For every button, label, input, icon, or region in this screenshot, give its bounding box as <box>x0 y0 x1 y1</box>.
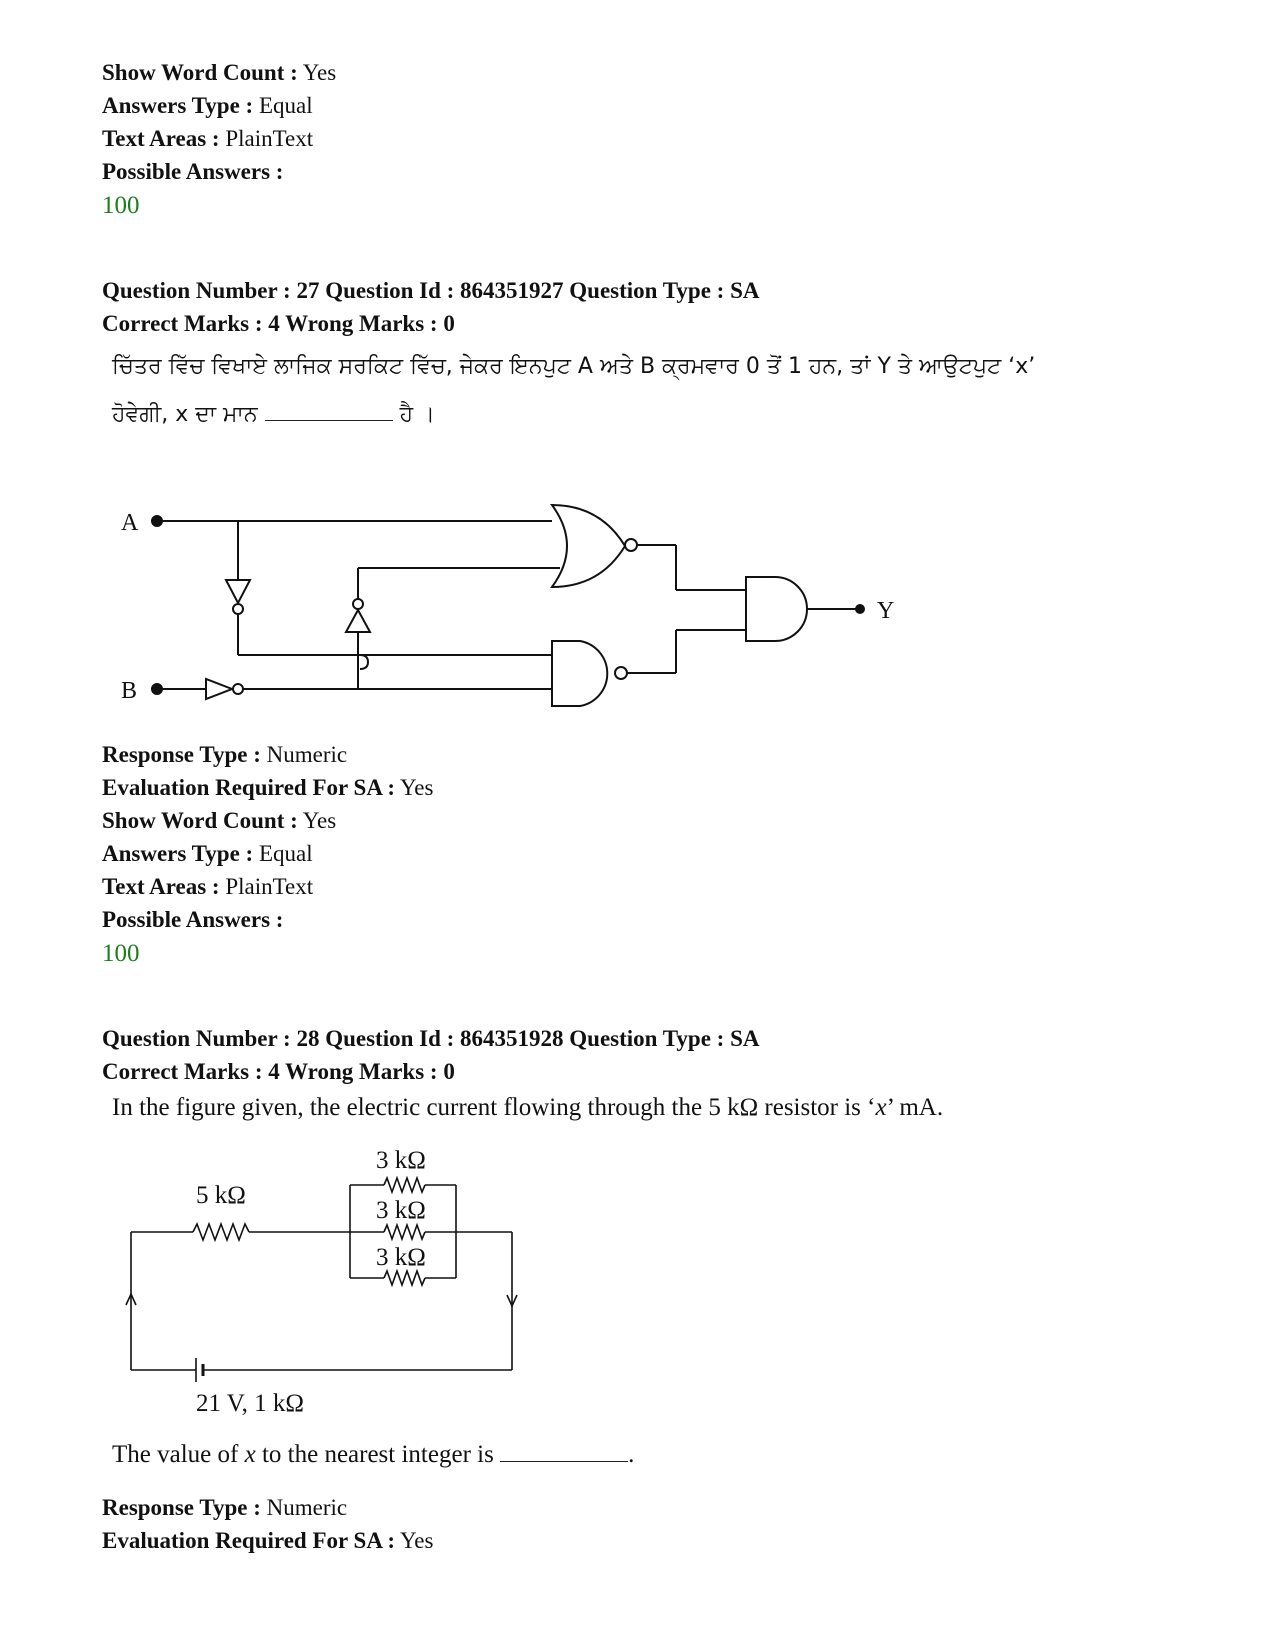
label-r-series: 5 kΩ <box>196 1182 246 1209</box>
label-input-b: B <box>121 678 138 704</box>
q27-field-show-word-count: Show Word Count : Yes <box>102 808 337 833</box>
q27-possible-answer-value: 100 <box>102 940 140 967</box>
q27-field-text-areas: Text Areas : PlainText <box>102 874 314 899</box>
field-show-word-count: Show Word Count : Yes <box>102 60 337 85</box>
q27-field-answers-type: Answers Type : Equal <box>102 841 313 866</box>
label-input-a: A <box>121 510 139 536</box>
possible-answer-value: 100 <box>102 192 140 219</box>
q27-field-possible-answers: Possible Answers : <box>102 907 284 932</box>
q27-text-line2: ਹੋਵੇਗੀ, x ਦਾ ਮਾਨ ਹੈ । <box>112 402 435 427</box>
q28-marks: Correct Marks : 4 Wrong Marks : 0 <box>102 1059 455 1084</box>
q28-text: In the figure given, the electric current flowing through the 5 kΩ resistor is ‘x’ mA. <box>112 1094 944 1121</box>
q27-field-evaluation: Evaluation Required For SA : Yes <box>102 775 434 800</box>
q27-field-response-type: Response Type : Numeric <box>102 742 348 767</box>
q28-field-response-type: Response Type : Numeric <box>102 1495 348 1520</box>
label-r-parallel-3: 3 kΩ <box>376 1244 426 1271</box>
field-possible-answers: Possible Answers : <box>102 159 284 184</box>
label-battery: 21 V, 1 kΩ <box>196 1390 304 1417</box>
q28-header: Question Number : 28 Question Id : 864351928 Question Type : SA <box>102 1026 760 1051</box>
q28-field-evaluation: Evaluation Required For SA : Yes <box>102 1528 434 1553</box>
label-r-parallel-2: 3 kΩ <box>376 1197 426 1224</box>
field-text-areas: Text Areas : PlainText <box>102 126 314 151</box>
label-r-parallel-1: 3 kΩ <box>376 1147 426 1174</box>
q27-text-line1: ਚਿੱਤਰ ਵਿੱਚ ਵਿਖਾਏ ਲਾਜਿਕ ਸਰਕਿਟ ਵਿੱਚ, ਜੇਕਰ ਇਨਪੁਟ A ਅਤੇ B ਕ੍ਰਮਵਾਰ 0 ਤੋਂ 1 ਹਨ, ਤਾਂ Y ਤੇ ਆਉਟਪੁਟ ‘x’ <box>112 354 1036 379</box>
q27-marks: Correct Marks : 4 Wrong Marks : 0 <box>102 311 455 336</box>
field-answers-type: Answers Type : Equal <box>102 93 313 118</box>
q27-header: Question Number : 27 Question Id : 864351927 Question Type : SA <box>102 278 760 303</box>
label-output-y: Y <box>877 598 895 624</box>
q28-text2: The value of x to the nearest integer is . <box>112 1441 635 1468</box>
